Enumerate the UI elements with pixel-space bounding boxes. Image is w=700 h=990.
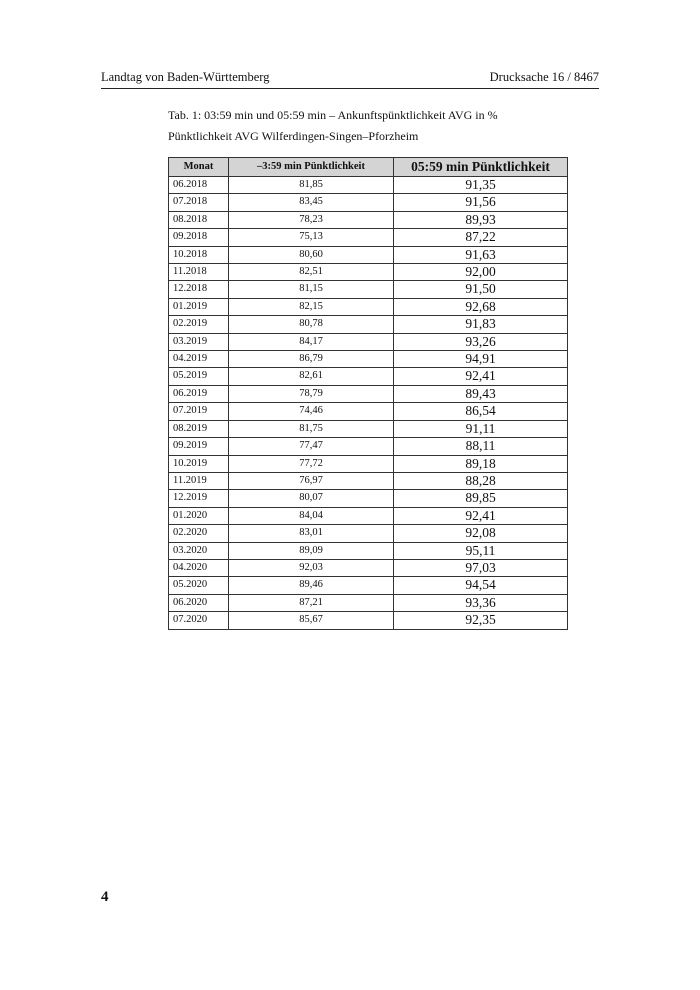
table-row — [169, 438, 568, 455]
table-body — [169, 177, 568, 630]
cell-559-value: 92,00 — [394, 264, 568, 281]
cell-359-value: 85,67 — [229, 612, 394, 629]
cell-359-value: 83,45 — [229, 194, 394, 211]
table-row — [169, 577, 568, 594]
cell-month: 10.2018 — [169, 246, 229, 263]
cell-359-value: 81,85 — [229, 177, 394, 194]
table-row — [169, 177, 568, 194]
cell-359-value: 80,78 — [229, 316, 394, 333]
cell-559-value: 93,26 — [394, 333, 568, 350]
cell-month: 05.2019 — [169, 368, 229, 385]
cell-month: 02.2019 — [169, 316, 229, 333]
cell-559-value: 87,22 — [394, 229, 568, 246]
table-subtitle: Pünktlichkeit AVG Wilferdingen-Singen–Pforzheim — [168, 129, 419, 143]
cell-559-value: 92,41 — [394, 507, 568, 524]
table-row — [169, 246, 568, 263]
table-row — [169, 211, 568, 228]
cell-month: 01.2019 — [169, 298, 229, 315]
table-row — [169, 612, 568, 629]
cell-month: 06.2020 — [169, 594, 229, 611]
cell-month: 11.2018 — [169, 264, 229, 281]
cell-359-value: 87,21 — [229, 594, 394, 611]
cell-359-value: 74,46 — [229, 403, 394, 420]
cell-month: 06.2019 — [169, 385, 229, 402]
table-row — [169, 507, 568, 524]
cell-month: 12.2018 — [169, 281, 229, 298]
cell-month: 09.2018 — [169, 229, 229, 246]
punctuality-table — [168, 157, 568, 630]
cell-359-value: 82,15 — [229, 298, 394, 315]
cell-month: 10.2019 — [169, 455, 229, 472]
cell-month: 12.2019 — [169, 490, 229, 507]
table-row — [169, 229, 568, 246]
table-row — [169, 298, 568, 315]
page-number: 4 — [101, 889, 109, 905]
cell-359-value: 86,79 — [229, 351, 394, 368]
cell-month: 08.2019 — [169, 420, 229, 437]
cell-359-value: 89,09 — [229, 542, 394, 559]
cell-month: 06.2018 — [169, 177, 229, 194]
cell-month: 03.2019 — [169, 333, 229, 350]
cell-month: 01.2020 — [169, 507, 229, 524]
table-header-row — [169, 158, 568, 177]
cell-559-value: 91,11 — [394, 420, 568, 437]
table-row — [169, 403, 568, 420]
page-header — [101, 70, 599, 89]
cell-559-value: 94,91 — [394, 351, 568, 368]
column-header-359: –3:59 min Pünktlichkeit — [229, 158, 394, 177]
cell-559-value: 92,68 — [394, 298, 568, 315]
cell-359-value: 75,13 — [229, 229, 394, 246]
cell-359-value: 80,60 — [229, 246, 394, 263]
cell-month: 04.2019 — [169, 351, 229, 368]
cell-359-value: 81,75 — [229, 420, 394, 437]
table-row — [169, 264, 568, 281]
table-row — [169, 368, 568, 385]
table-row — [169, 333, 568, 350]
cell-559-value: 97,03 — [394, 559, 568, 576]
cell-559-value: 89,43 — [394, 385, 568, 402]
table-row — [169, 542, 568, 559]
cell-559-value: 89,93 — [394, 211, 568, 228]
cell-month: 07.2018 — [169, 194, 229, 211]
cell-559-value: 91,56 — [394, 194, 568, 211]
cell-month: 07.2019 — [169, 403, 229, 420]
table-row — [169, 559, 568, 576]
cell-359-value: 92,03 — [229, 559, 394, 576]
cell-559-value: 95,11 — [394, 542, 568, 559]
table-row — [169, 472, 568, 489]
table-row — [169, 420, 568, 437]
cell-559-value: 92,35 — [394, 612, 568, 629]
cell-359-value: 83,01 — [229, 525, 394, 542]
cell-359-value: 81,15 — [229, 281, 394, 298]
table-row — [169, 594, 568, 611]
table-row — [169, 316, 568, 333]
cell-559-value: 89,18 — [394, 455, 568, 472]
cell-359-value: 77,47 — [229, 438, 394, 455]
table-row — [169, 385, 568, 402]
cell-359-value: 84,04 — [229, 507, 394, 524]
cell-month: 08.2018 — [169, 211, 229, 228]
cell-month: 07.2020 — [169, 612, 229, 629]
table-row — [169, 351, 568, 368]
cell-559-value: 91,83 — [394, 316, 568, 333]
column-header-month: Monat — [169, 158, 229, 177]
cell-month: 09.2019 — [169, 438, 229, 455]
column-header-559: 05:59 min Pünktlichkeit — [394, 158, 568, 177]
cell-559-value: 92,41 — [394, 368, 568, 385]
cell-359-value: 89,46 — [229, 577, 394, 594]
cell-month: 11.2019 — [169, 472, 229, 489]
cell-359-value: 78,79 — [229, 385, 394, 402]
cell-359-value: 80,07 — [229, 490, 394, 507]
cell-month: 03.2020 — [169, 542, 229, 559]
cell-month: 04.2020 — [169, 559, 229, 576]
cell-month: 02.2020 — [169, 525, 229, 542]
table-row — [169, 525, 568, 542]
cell-559-value: 91,50 — [394, 281, 568, 298]
cell-559-value: 88,11 — [394, 438, 568, 455]
cell-559-value: 93,36 — [394, 594, 568, 611]
cell-359-value: 82,61 — [229, 368, 394, 385]
cell-559-value: 86,54 — [394, 403, 568, 420]
cell-559-value: 94,54 — [394, 577, 568, 594]
cell-359-value: 78,23 — [229, 211, 394, 228]
table-row — [169, 281, 568, 298]
header-publisher: Landtag von Baden-Württemberg — [101, 70, 270, 84]
table-row — [169, 455, 568, 472]
table-row — [169, 194, 568, 211]
cell-559-value: 92,08 — [394, 525, 568, 542]
cell-559-value: 88,28 — [394, 472, 568, 489]
table-title: Tab. 1: 03:59 min und 05:59 min – Ankunftspünktlichkeit AVG in % — [168, 108, 498, 122]
cell-559-value: 91,35 — [394, 177, 568, 194]
cell-359-value: 82,51 — [229, 264, 394, 281]
cell-359-value: 77,72 — [229, 455, 394, 472]
cell-359-value: 76,97 — [229, 472, 394, 489]
cell-559-value: 89,85 — [394, 490, 568, 507]
header-document-number: Drucksache 16 / 8467 — [489, 70, 599, 84]
cell-359-value: 84,17 — [229, 333, 394, 350]
cell-month: 05.2020 — [169, 577, 229, 594]
cell-559-value: 91,63 — [394, 246, 568, 263]
table-row — [169, 490, 568, 507]
